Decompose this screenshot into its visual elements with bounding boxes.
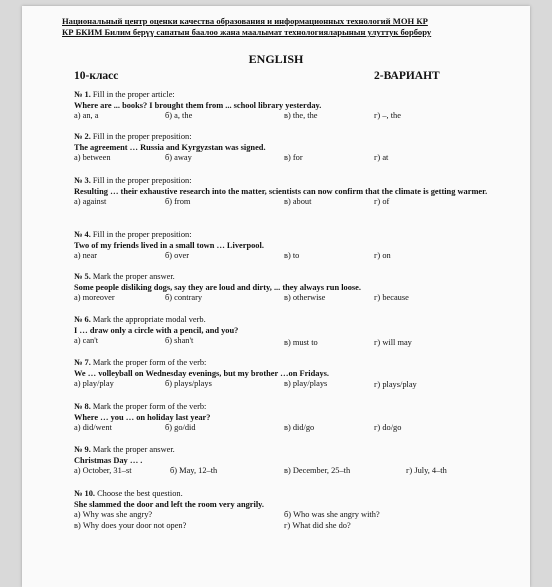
question-sentence: Resulting … their exhaustive research into the matter, scientists can now confirm that the climate is getting warmer. xyxy=(74,186,488,196)
question-2 xyxy=(74,132,514,164)
option-d[interactable]: г) plays/play xyxy=(374,380,417,390)
question-7 xyxy=(74,358,514,390)
question-sentence: Some people disliking dogs, say they are loud and dirty, ... they always run loose. xyxy=(74,282,361,292)
option-d[interactable]: г) do/go xyxy=(374,423,402,433)
option-a[interactable]: а) against xyxy=(74,197,107,207)
option-a[interactable]: а) October, 31–st xyxy=(74,466,132,476)
question-number: № 3. xyxy=(74,176,91,185)
option-c[interactable]: в) the, the xyxy=(284,111,318,121)
option-d[interactable]: г) at xyxy=(374,153,389,163)
option-b[interactable]: б) away xyxy=(165,153,192,163)
question-number: № 6. xyxy=(74,315,91,324)
question-number: № 4. xyxy=(74,230,91,239)
option-b[interactable]: б) shan't xyxy=(165,336,194,346)
question-number: № 7. xyxy=(74,358,91,367)
question-number: № 8. xyxy=(74,402,91,411)
option-b[interactable]: б) Who was she angry with? xyxy=(284,510,380,520)
question-number: № 9. xyxy=(74,445,91,454)
variant-label: 2-ВАРИАНТ xyxy=(374,70,440,82)
question-sentence: We … volleyball on Wednesday evenings, but my brother …on Fridays. xyxy=(74,368,330,378)
option-c[interactable]: в) must to xyxy=(284,338,318,348)
option-b[interactable]: б) a, the xyxy=(165,111,193,121)
question-instruction: Mark the proper form of the verb: xyxy=(92,402,207,411)
question-sentence: I … draw only a circle with a pencil, and you? xyxy=(74,325,239,335)
option-c[interactable]: в) play/plays xyxy=(284,379,328,389)
question-8 xyxy=(74,402,514,434)
question-sentence: She slammed the door and left the room very angrily. xyxy=(74,499,264,509)
question-instruction: Mark the proper answer. xyxy=(92,272,175,281)
option-c[interactable]: в) did/go xyxy=(284,423,315,433)
option-d[interactable]: г) on xyxy=(374,251,391,261)
option-a[interactable]: а) can't xyxy=(74,336,99,346)
option-b[interactable]: б) over xyxy=(165,251,190,261)
option-b[interactable]: б) May, 12–th xyxy=(170,466,218,476)
question-sentence: Where … you … on holiday last year? xyxy=(74,412,211,422)
option-a[interactable]: а) near xyxy=(74,251,98,261)
question-3 xyxy=(74,176,514,208)
question-instruction: Fill in the proper preposition: xyxy=(92,176,192,185)
option-d[interactable]: г) will may xyxy=(374,338,412,348)
option-c[interactable]: в) for xyxy=(284,153,303,163)
grade-label: 10-класс xyxy=(74,70,119,82)
question-instruction: Choose the best question. xyxy=(97,489,183,498)
option-b[interactable]: б) go/did xyxy=(165,423,196,433)
question-6 xyxy=(74,315,514,347)
question-5 xyxy=(74,272,514,304)
option-c[interactable]: в) about xyxy=(284,197,312,207)
option-b[interactable]: б) plays/plays xyxy=(165,379,212,389)
option-a[interactable]: а) moreover xyxy=(74,293,115,303)
question-instruction: Fill in the proper preposition: xyxy=(92,132,192,141)
question-sentence: Two of my friends lived in a small town … Liverpool. xyxy=(74,240,264,250)
question-instruction: Mark the proper answer. xyxy=(92,445,175,454)
question-number: № 2. xyxy=(74,132,91,141)
option-d[interactable]: г) of xyxy=(374,197,390,207)
question-sentence: The agreement … Russia and Kyrgyzstan was signed. xyxy=(74,142,266,152)
option-d[interactable]: г) because xyxy=(374,293,409,303)
option-c[interactable]: в) Why does your door not open? xyxy=(74,521,187,531)
question-sentence: Christmas Day … . xyxy=(74,455,143,465)
question-10 xyxy=(74,489,514,532)
header-line-2: КР БКИМ Билим берүү сапатын баалоо жана маалымат технологияларынын улуттук борбору xyxy=(62,27,432,37)
option-d[interactable]: г) July, 4–th xyxy=(406,466,447,476)
question-instruction: Fill in the proper article: xyxy=(92,90,175,99)
option-c[interactable]: в) December, 25–th xyxy=(284,466,351,476)
option-d[interactable]: г) What did she do? xyxy=(284,521,351,531)
option-c[interactable]: в) to xyxy=(284,251,300,261)
question-instruction: Fill in the proper preposition: xyxy=(92,230,192,239)
subject-title: ENGLISH xyxy=(248,52,304,66)
question-number: № 5. xyxy=(74,272,91,281)
option-a[interactable]: а) between xyxy=(74,153,111,163)
worksheet-page xyxy=(22,6,530,587)
option-a[interactable]: а) Why was she angry? xyxy=(74,510,153,520)
header-line-1: Национальный центр оценки качества образования и информационных технологий МОН КР xyxy=(62,16,428,26)
option-a[interactable]: а) did/went xyxy=(74,423,112,433)
option-c[interactable]: в) otherwise xyxy=(284,293,326,303)
question-instruction: Mark the proper form of the verb: xyxy=(92,358,207,367)
option-b[interactable]: б) contrary xyxy=(165,293,203,303)
question-number: № 1. xyxy=(74,90,91,99)
question-sentence: Where are ... books? I brought them from ... school library yesterday. xyxy=(74,100,322,110)
option-a[interactable]: а) an, a xyxy=(74,111,99,121)
question-1 xyxy=(74,90,514,122)
question-instruction: Mark the appropriate modal verb. xyxy=(92,315,206,324)
question-number: № 10. xyxy=(74,489,95,498)
option-b[interactable]: б) from xyxy=(165,197,191,207)
option-d[interactable]: г) –, the xyxy=(374,111,401,121)
question-9 xyxy=(74,445,514,477)
question-4 xyxy=(74,230,514,262)
option-a[interactable]: а) play/play xyxy=(74,379,114,389)
